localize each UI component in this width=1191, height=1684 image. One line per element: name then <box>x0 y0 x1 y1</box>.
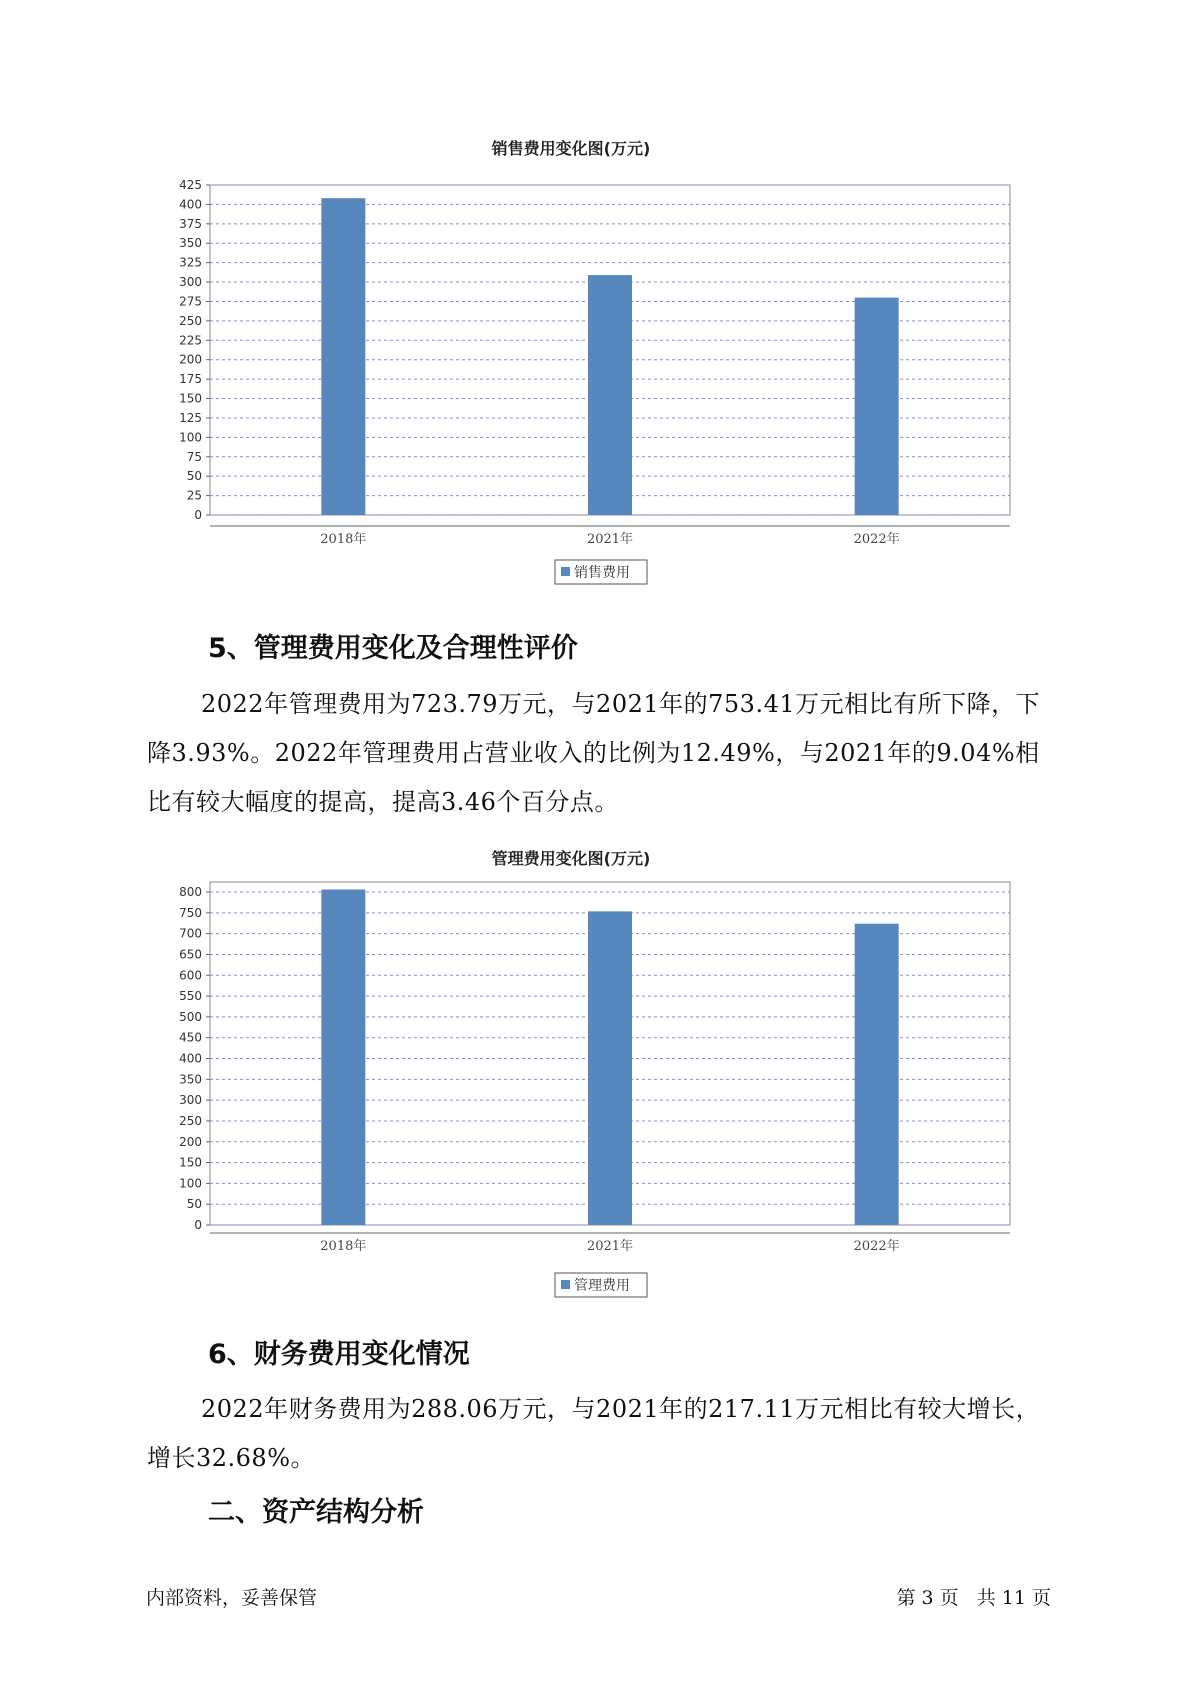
y-tick-label: 50 <box>186 1197 202 1212</box>
x-tick-label: 2022年 <box>853 532 900 547</box>
legend-swatch <box>561 567 570 576</box>
y-tick-label: 500 <box>179 1009 202 1024</box>
y-tick-label: 150 <box>179 391 202 406</box>
y-tick-label: 450 <box>179 1030 202 1045</box>
chart-legend <box>555 560 647 584</box>
y-tick-label: 25 <box>186 488 202 503</box>
y-tick-label: 425 <box>179 178 202 192</box>
y-tick-label: 275 <box>179 294 202 309</box>
y-tick-label: 125 <box>179 410 202 425</box>
legend-swatch <box>561 1280 570 1289</box>
admin-expense-chart <box>0 840 1191 1315</box>
bar <box>855 924 899 1225</box>
chart-legend <box>555 1273 647 1297</box>
y-tick-label: 350 <box>179 236 202 251</box>
footer-page-number: 第 3 页 共 11 页 <box>896 1587 1051 1609</box>
y-tick-label: 300 <box>179 275 202 290</box>
y-tick-label: 650 <box>179 947 202 962</box>
y-tick-label: 75 <box>186 449 202 464</box>
y-tick-label: 200 <box>179 1134 202 1149</box>
y-tick-label: 400 <box>179 1051 202 1066</box>
x-tick-label: 2021年 <box>586 532 634 547</box>
y-tick-label: 100 <box>179 430 202 445</box>
y-tick-label: 175 <box>179 372 202 387</box>
y-tick-label: 250 <box>179 1113 202 1128</box>
y-tick-label: 325 <box>179 255 202 270</box>
y-tick-label: 400 <box>179 197 202 212</box>
y-tick-label: 350 <box>179 1072 202 1087</box>
y-tick-label: 800 <box>179 885 202 899</box>
y-tick-label: 750 <box>179 905 202 920</box>
y-tick-label: 375 <box>179 216 202 231</box>
legend-label: 销售费用 <box>574 565 630 581</box>
y-tick-label: 700 <box>179 926 202 941</box>
y-tick-label: 50 <box>186 469 202 484</box>
admin-expense-chart-svg <box>0 840 1191 1315</box>
y-tick-label: 100 <box>179 1176 202 1191</box>
y-tick-label: 150 <box>179 1155 202 1170</box>
y-tick-label: 0 <box>194 508 202 522</box>
sales-expense-chart-svg <box>0 130 1191 600</box>
x-tick-label: 2021年 <box>586 1239 634 1254</box>
y-tick-label: 300 <box>179 1093 202 1108</box>
y-tick-label: 0 <box>194 1218 202 1232</box>
bar <box>321 198 365 515</box>
y-tick-label: 600 <box>179 968 202 983</box>
x-tick-label: 2022年 <box>853 1239 900 1254</box>
bar <box>321 890 365 1225</box>
bar <box>588 275 632 515</box>
sales-expense-chart <box>0 130 1191 600</box>
section-6-paragraph: 2022年财务费用为288.06万元，与2021年的217.11万元相比有较大增长，增长32.68%。 <box>147 1395 1041 1472</box>
legend-label: 管理费用 <box>574 1278 630 1294</box>
y-tick-label: 550 <box>179 989 202 1004</box>
x-tick-label: 2018年 <box>320 1239 367 1254</box>
section-2-heading: 二、资产结构分析 <box>208 1497 424 1528</box>
y-tick-label: 200 <box>179 352 202 367</box>
chart-title: 销售费用变化图(万元) <box>491 139 651 158</box>
bar <box>588 911 632 1225</box>
y-tick-label: 250 <box>179 313 202 328</box>
section-5-paragraph: 2022年管理费用为723.79万元，与2021年的753.41万元相比有所下降，下降3.93%。2022年管理费用占营业收入的比例为12.49%，与2021年的9.04%相比有较大幅度的提高，提高3.46个百分点。 <box>147 690 1041 816</box>
chart-title: 管理费用变化图(万元) <box>491 849 651 868</box>
footer-confidential-note: 内部资料，妥善保管 <box>146 1587 318 1609</box>
y-tick-label: 225 <box>179 333 202 348</box>
section-6-heading: 6、财务费用变化情况 <box>208 1339 470 1370</box>
x-tick-label: 2018年 <box>320 532 367 547</box>
section-5-heading: 5、管理费用变化及合理性评价 <box>208 633 578 664</box>
bar <box>855 298 899 515</box>
